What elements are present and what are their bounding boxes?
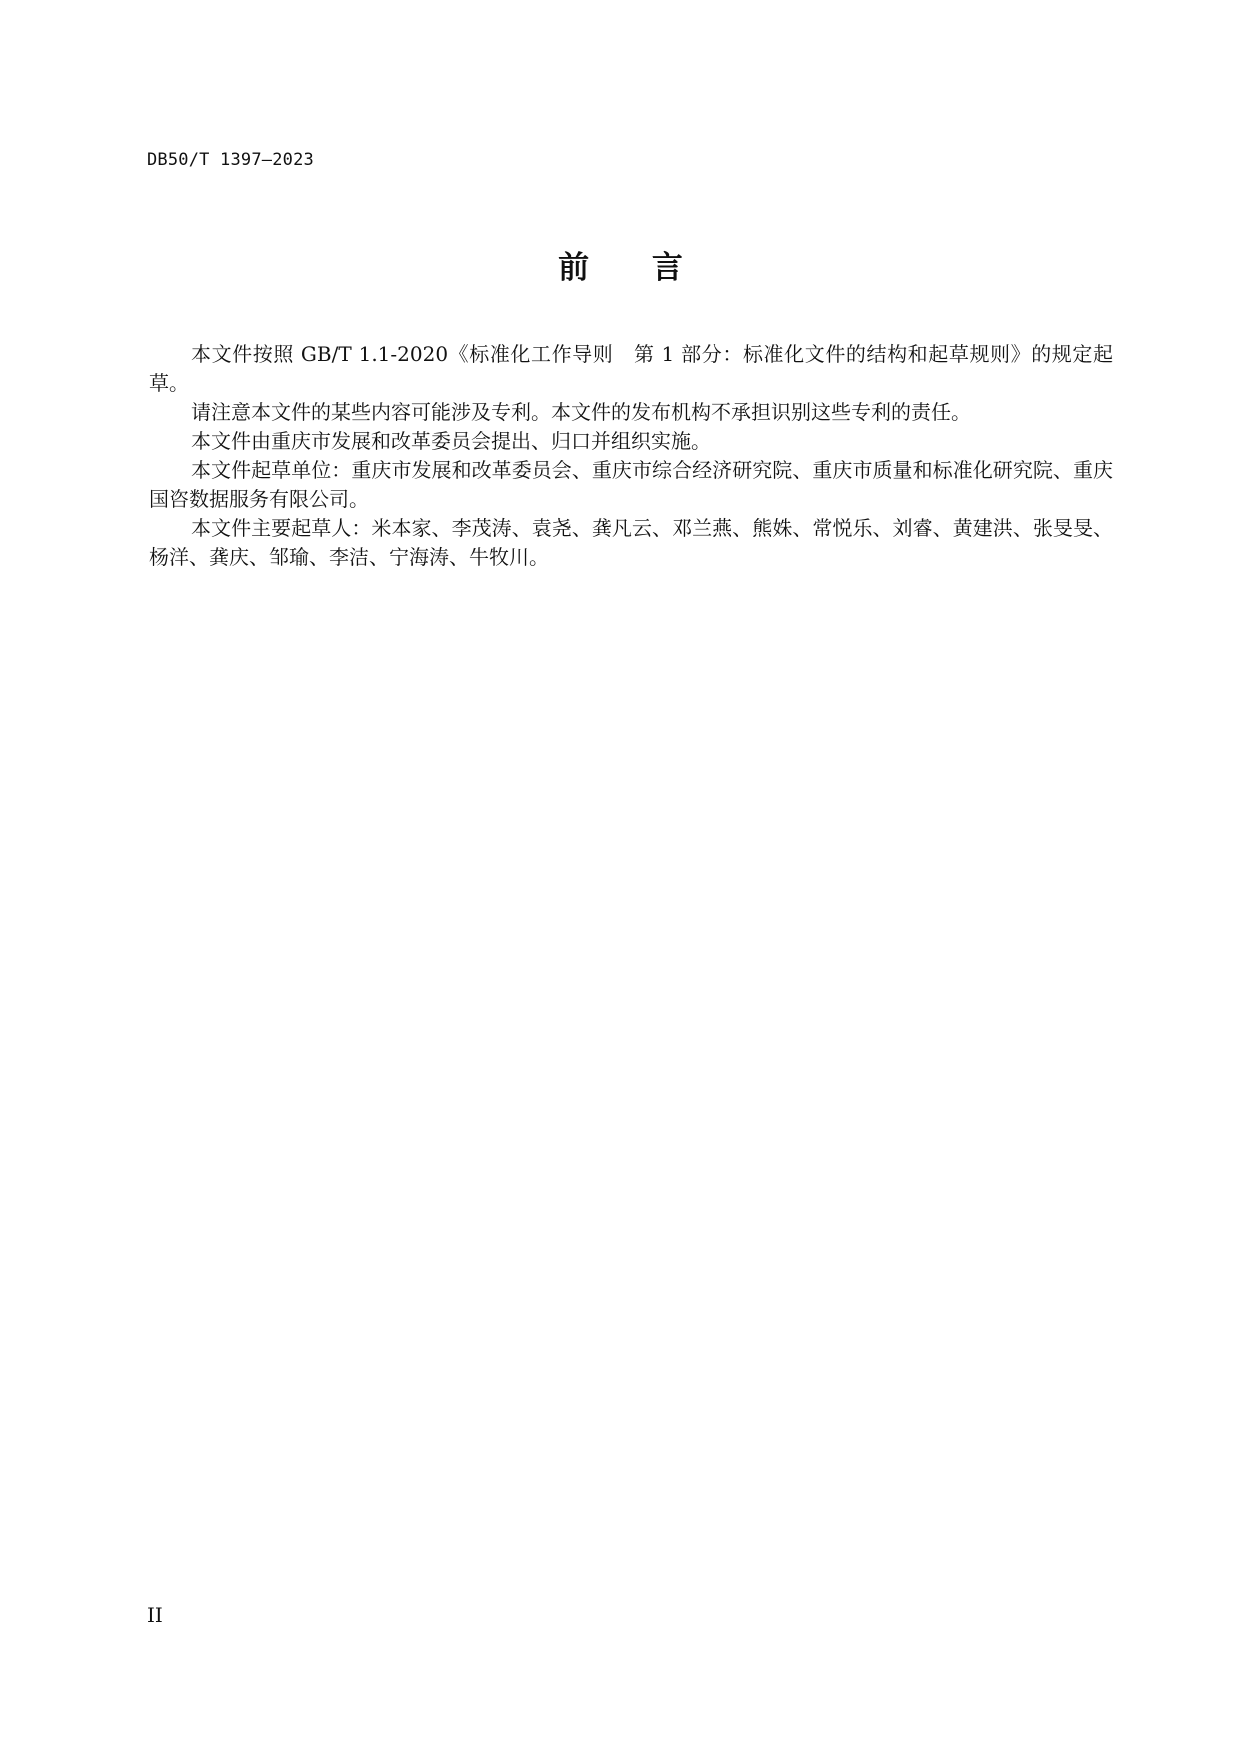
foreword-body [149,340,1113,572]
paragraph-proposer: 本文件由重庆市发展和改革委员会提出、归口并组织实施。 [191,429,711,453]
paragraph-drafters: 本文件主要起草人：米本家、李茂涛、袁尧、龚凡云、邓兰燕、熊姝、常悦乐、刘睿、黄建洪、张旻旻、杨洋、龚庆、邹瑜、李洁、宁海涛、牛牧川。 [149,516,1113,569]
page-number: II [147,1603,163,1627]
paragraph-patent-notice: 请注意本文件的某些内容可能涉及专利。本文件的发布机构不承担识别这些专利的责任。 [191,400,971,424]
page-title: 前 言 [558,250,709,286]
paragraph-standard-basis: 本文件按照 GB/T 1.1-2020《标准化工作导则 第 1 部分：标准化文件的结构和起草规则》的规定起草。 [149,342,1113,395]
paragraph-drafting-units: 本文件起草单位：重庆市发展和改革委员会、重庆市综合经济研究院、重庆市质量和标准化研究院、重庆国咨数据服务有限公司。 [149,458,1113,511]
document-code: DB50/T 1397—2023 [147,150,314,170]
